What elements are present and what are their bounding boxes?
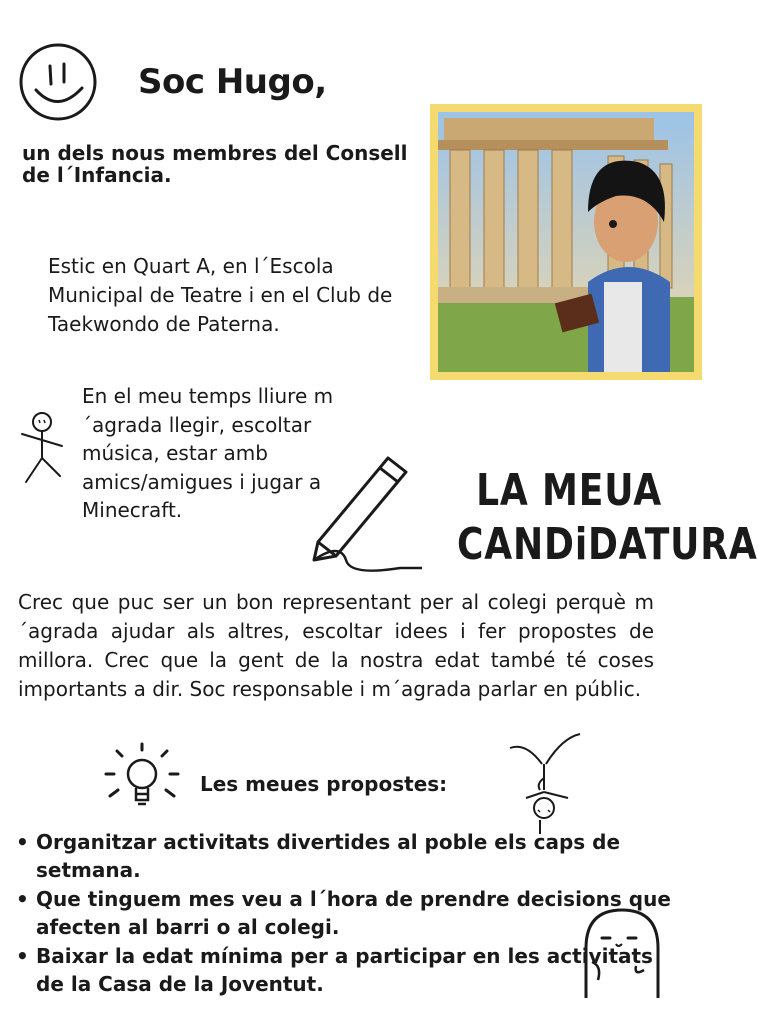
pencil-icon xyxy=(310,452,430,582)
lightbulb-icon xyxy=(100,744,180,814)
stick-figure-icon xyxy=(12,410,72,490)
proposals-heading: Les meues propostes: xyxy=(200,772,448,796)
list-item: • Que tinguem mes veu a l´hora de prendre decisions que afecten al barri o al colegi. xyxy=(36,885,676,941)
portrait-image xyxy=(430,104,702,380)
candidacy-heading xyxy=(457,464,758,572)
school-info-text: Estic en Quart A, en l´Escola Municipal de Teatre i en el Club de Taekwondo de Paterna. xyxy=(48,254,393,336)
candidacy-heading-line2: CANDiDATURA xyxy=(457,519,758,570)
page-subtitle: un dels nous membres del Consell de l´Infancia. xyxy=(22,141,408,187)
smiley-face-icon xyxy=(18,42,100,124)
handstand-figure-icon xyxy=(506,728,586,838)
list-item: • Baixar la edat mínima per a participar en les activitats de la Casa de la Joventut. xyxy=(36,942,676,998)
blob-character-icon xyxy=(578,904,668,1000)
page-title: Soc Hugo, xyxy=(138,62,327,102)
candidacy-heading-line1: LA MEUA xyxy=(476,465,662,516)
list-item: • Organitzar activitats divertides al poble els caps de setmana. xyxy=(36,828,676,884)
proposals-list xyxy=(14,828,676,999)
candidacy-text: Crec que puc ser un bon representant per al colegi perquè m´agrada ajudar als altres, escoltar idees i fer propostes de millora. Crec que la gent de la nostra edat també té coses importants a dir. Soc responsable i m´agrada parlar en públic. xyxy=(18,590,654,701)
hobbies-text: En el meu temps lliure m´agrada llegir, escoltar música, estar amb amics/amigues i jugar a Minecraft. xyxy=(82,384,334,522)
